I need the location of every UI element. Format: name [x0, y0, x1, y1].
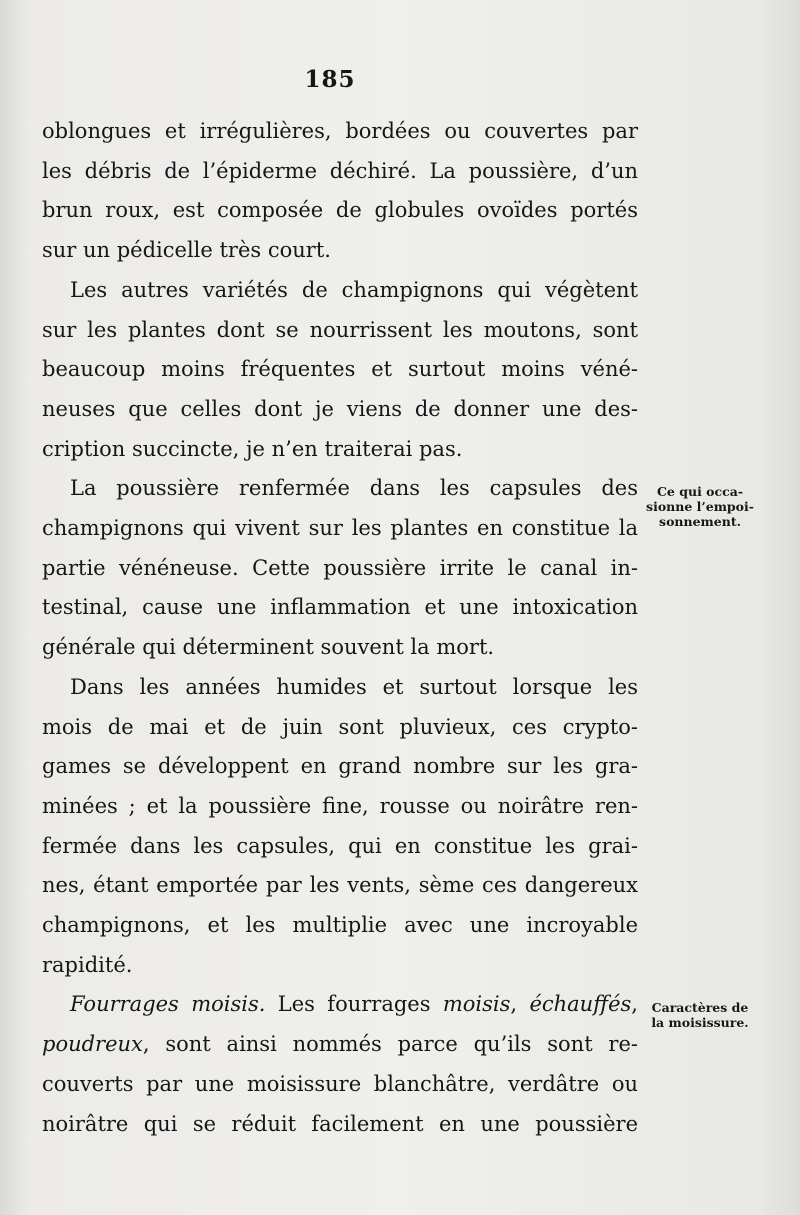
- margin-note-line: Caractères de: [651, 1000, 749, 1015]
- text-line: sur les plantes dont se nourrissent les moutons, sont: [42, 317, 638, 342]
- text-line: rapidité.: [42, 952, 133, 977]
- emphasis: poudreux: [42, 1032, 143, 1057]
- text-run: ,: [510, 992, 530, 1017]
- margin-note-line: sionne l’empoi-: [646, 499, 754, 514]
- text-line: games se développent en grand nombre sur les gra-: [42, 754, 638, 779]
- text-run: , sont ainsi nommés parce qu’ils sont re-: [142, 1032, 638, 1057]
- margin-note-line: la moisissure.: [651, 1015, 749, 1030]
- margin-note-line: Ce qui occa-: [656, 484, 744, 499]
- text-line: beaucoup moins fréquentes et surtout moins véné-: [42, 357, 638, 382]
- text-line: partie vénéneuse. Cette poussière irrite le canal in-: [42, 555, 638, 580]
- text-run: ,: [631, 992, 638, 1017]
- margin-note-poisoning: [640, 484, 760, 529]
- text-line: champignons, et les multiplie avec une incroyable: [42, 913, 638, 938]
- text-line: mois de mai et de juin sont pluvieux, ces crypto-: [42, 714, 638, 739]
- text-line: minées ; et la poussière fine, rousse ou noirâtre ren-: [42, 793, 638, 818]
- text-line: couverts par une moisissure blanchâtre, verdâtre ou: [42, 1071, 638, 1096]
- text-run: Les fourrages: [265, 992, 443, 1017]
- emphasis: moisis: [442, 992, 511, 1017]
- text-line: générale qui déterminent souvent la mort.: [42, 635, 495, 660]
- section-title: Fourrages moisis.: [70, 992, 266, 1017]
- text-line: fermée dans les capsules, qui en constitue les grai-: [42, 833, 638, 858]
- body-text: [42, 112, 638, 1144]
- text-line: les débris de l’épiderme déchiré. La poussière, d’un: [42, 158, 638, 183]
- page-number: 185: [304, 66, 356, 93]
- text-line: brun roux, est composée de globules ovoïdes portés: [42, 198, 638, 223]
- emphasis: échauffés: [529, 992, 632, 1017]
- margin-note-mold: [640, 1000, 760, 1030]
- text-line: neuses que celles dont je viens de donner une des-: [42, 396, 638, 421]
- text-line: champignons qui vivent sur les plantes en constitue la: [42, 516, 638, 541]
- text-line: nes, étant emportée par les vents, sème ces dangereux: [42, 873, 638, 898]
- text-line: La poussière renfermée dans les capsules des: [70, 476, 638, 501]
- text-line: Les autres variétés de champignons qui végètent: [70, 277, 638, 302]
- margin-note-line: sonnement.: [659, 514, 741, 529]
- text-line: sur un pédicelle très court.: [42, 238, 331, 263]
- text-line: [42, 1025, 638, 1065]
- text-line: noirâtre qui se réduit facilement en une poussière: [42, 1111, 638, 1136]
- text-line: testinal, cause une inflammation et une intoxication: [42, 595, 638, 620]
- text-line: oblongues et irrégulières, bordées ou couvertes par: [42, 119, 638, 143]
- section-heading-line: [42, 985, 638, 1025]
- text-line: Dans les années humides et surtout lorsque les: [70, 674, 638, 699]
- text-line: cription succincte, je n’en traiterai pas.: [42, 436, 463, 461]
